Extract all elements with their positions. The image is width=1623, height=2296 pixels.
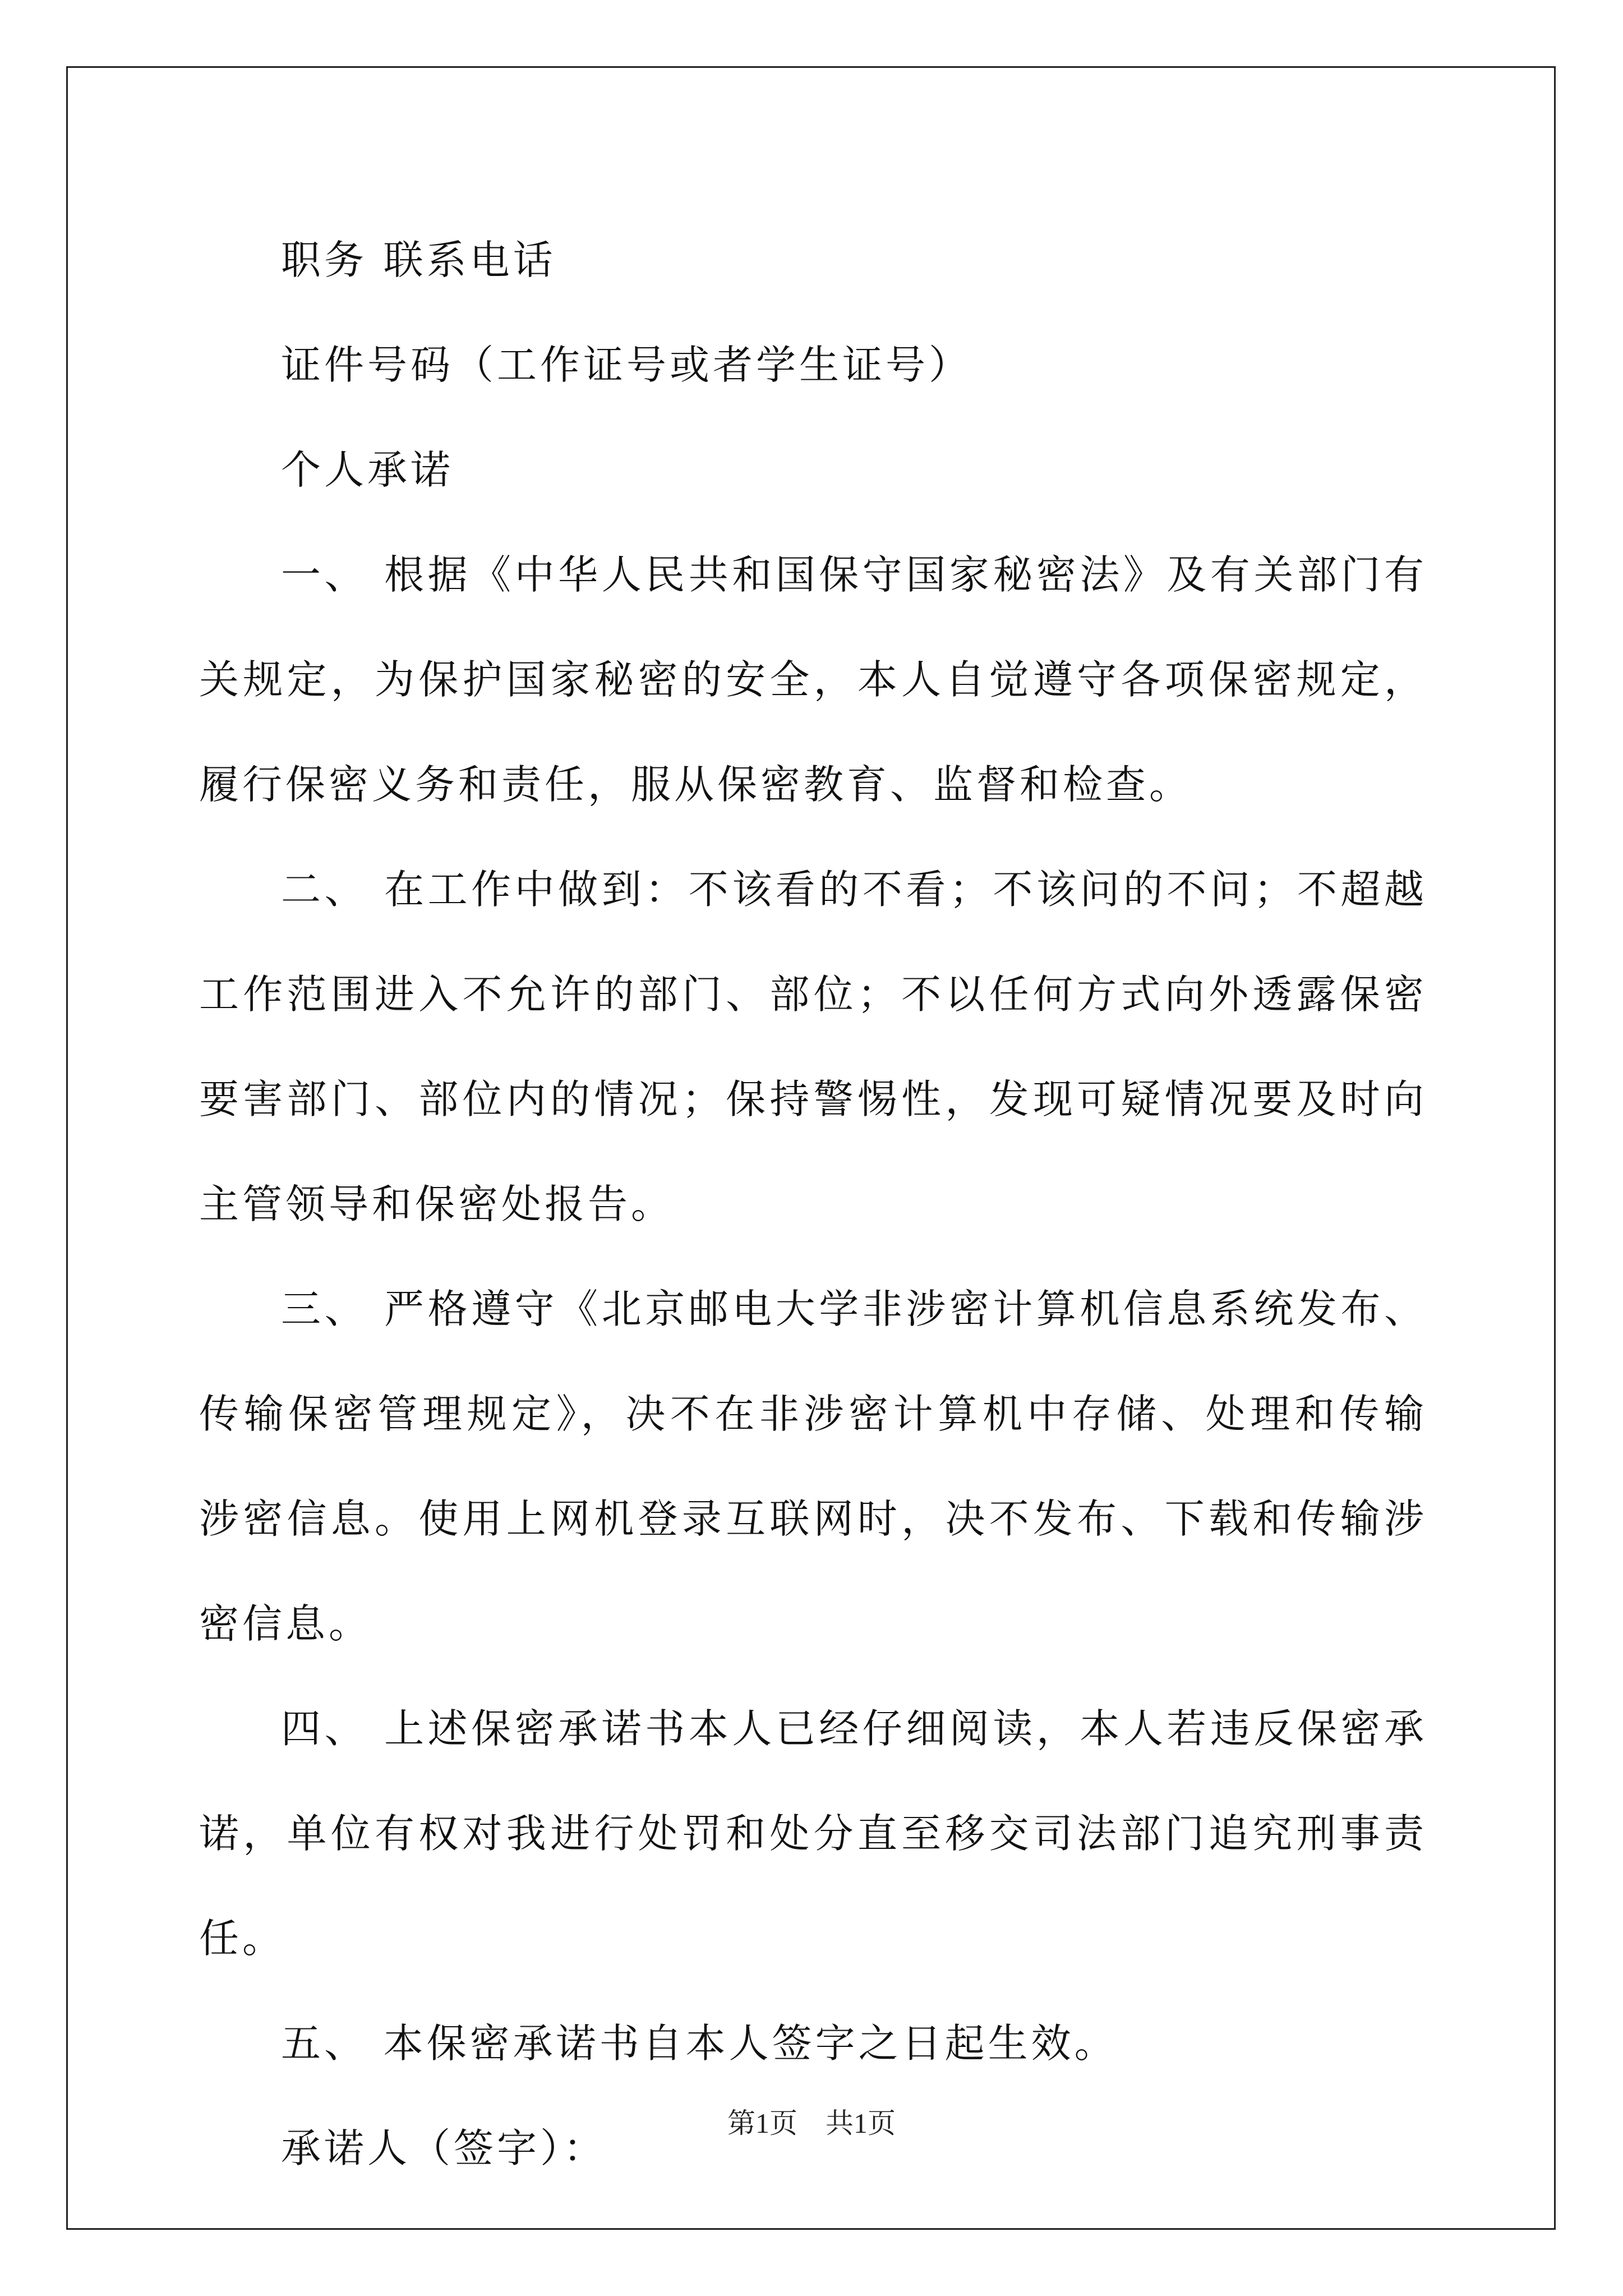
paragraph-signature-line: 承诺人（签字）： <box>281 2125 607 2171</box>
document-body <box>199 208 1427 2201</box>
paragraph-position-phone: 职务 联系电话 <box>281 237 556 283</box>
page-number-footer: 第1页 共1页 <box>727 2108 896 2139</box>
paragraph-id-number: 证件号码（工作证号或者学生证号） <box>281 342 972 388</box>
paragraph-clause-4: 四、 上述保密承诺书本人已经仔细阅读，本人若违反保密承诺，单位有权对我进行处罚和处分直至移交司法部门追究刑事责任。 <box>199 1705 1427 1962</box>
paragraph-clause-2: 二、 在工作中做到：不该看的不看；不该问的不问；不超越工作范围进入不允许的部门、部位；不以任何方式向外透露保密要害部门、部位内的情况；保持警惕性，发现可疑情况要及时向主管领导和保密处报告。 <box>199 866 1427 1227</box>
paragraph-personal-pledge-heading: 个人承诺 <box>281 447 454 493</box>
paragraph-clause-1: 一、 根据《中华人民共和国保守国家秘密法》及有关部门有关规定，为保护国家秘密的安全，本人自觉遵守各项保密规定，履行保密义务和责任，服从保密教育、监督和检查。 <box>199 551 1427 808</box>
paragraph-clause-3: 三、 严格遵守《北京邮电大学非涉密计算机信息系统发布、传输保密管理规定》，决不在非涉密计算机中存储、处理和传输涉密信息。使用上网机登录互联网时，决不发布、下载和传输涉密信息。 <box>199 1286 1427 1647</box>
paragraph-clause-5: 五、 本保密承诺书自本人签字之日起生效。 <box>281 2020 1118 2067</box>
